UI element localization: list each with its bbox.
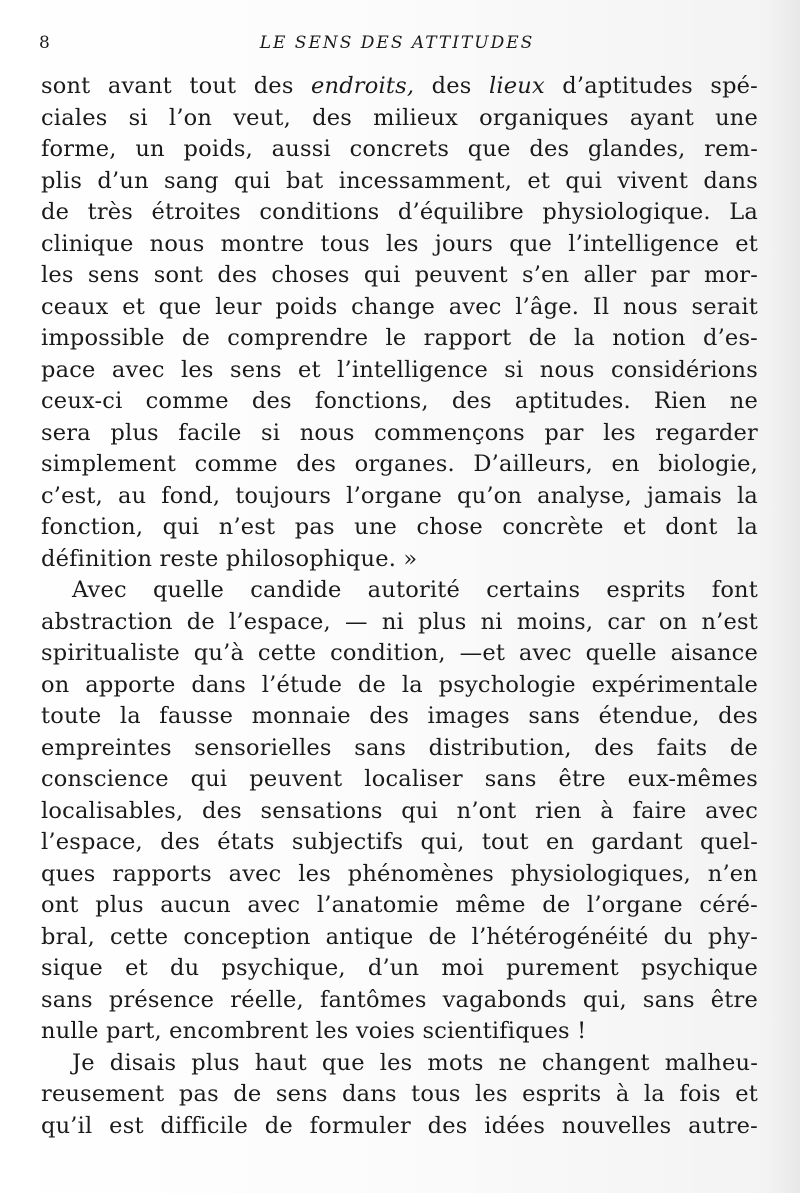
text-line: ceux-ci comme des fonctions, des aptitudes. Rien ne: [41, 388, 758, 414]
line-segment: sont avant tout des: [41, 73, 311, 99]
text-line: les sens sont des choses qui peuvent s’en aller par mor-: [41, 262, 758, 288]
text-line: ques rapports avec les phénomènes physiologiques, n’en: [41, 860, 758, 887]
line-segment: d’aptitudes spé-: [544, 73, 758, 99]
text-line: [41, 71, 758, 103]
text-line: abstraction de l’espace, — ni plus ni moins, car on n’est: [41, 608, 758, 635]
text-line: sera plus facile si nous commençons par les regarder: [41, 419, 758, 446]
text-line: fonction, qui n’est pas une chose concrète et dont la: [41, 514, 758, 540]
text-line: empreintes sensorielles sans distribution, des faits de: [41, 734, 758, 761]
text-line: reusement pas de sens dans tous les esprits à la fois et: [41, 1081, 758, 1107]
text-line: toute la fausse monnaie des images sans étendue, des: [41, 703, 758, 729]
text-line: localisables, des sensations qui n’ont rien à faire avec: [41, 797, 758, 824]
text-line: nulle part, encombrent les voies scientifiques !: [41, 1018, 587, 1044]
text-line: ont plus aucun avec l’anatomie même de l’organe céré-: [41, 892, 758, 918]
text-line: clinique nous montre tous les jours que l’intelligence et: [41, 230, 758, 257]
text-line: ciales si l’on veut, des milieux organiques ayant une: [41, 104, 758, 131]
text-line: l’espace, des états subjectifs qui, tout en gardant quel-: [41, 829, 758, 855]
text-line: plis d’un sang qui bat incessamment, et qui vivent dans: [41, 167, 758, 194]
page-number: 8: [39, 33, 50, 53]
text-line: sans présence réelle, fantômes vagabonds qui, sans être: [41, 986, 758, 1013]
text-line: bral, cette conception antique de l’hétérogénéité du phy-: [41, 923, 758, 950]
text-line: sique et du psychique, d’un moi purement psychique: [41, 955, 758, 981]
italic-word: lieux: [488, 73, 545, 99]
text-line: impossible de comprendre le rapport de la notion d’es-: [41, 325, 758, 351]
text-line: on apporte dans l’étude de la psychologie expérimentale: [41, 671, 758, 698]
text-line: Avec quelle candide autorité certains esprits font: [72, 577, 758, 603]
text-line: simplement comme des organes. D’ailleurs, en biologie,: [41, 451, 758, 477]
text-line: définition reste philosophique. »: [41, 545, 418, 572]
text-line: spiritualiste qu’à cette condition, —et avec quelle aisance: [41, 640, 758, 666]
text-line: qu’il est difficile de formuler des idées nouvelles autre-: [41, 1112, 758, 1139]
text-line: forme, un poids, aussi concrets que des glandes, rem-: [41, 136, 758, 162]
text-line: pace avec les sens et l’intelligence si nous considérions: [41, 356, 758, 383]
text-line: conscience qui peuvent localiser sans être eux-mêmes: [41, 766, 758, 792]
italic-word: endroits,: [311, 73, 415, 99]
text-line: c’est, au fond, toujours l’organe qu’on analyse, jamais la: [41, 482, 758, 509]
text-line: ceaux et que leur poids change avec l’âge. Il nous serait: [41, 293, 758, 320]
text-line: Je disais plus haut que les mots ne changent malheu-: [72, 1049, 758, 1076]
text-line: de très étroites conditions d’équilibre physiologique. La: [41, 199, 758, 225]
line-segment: des: [414, 73, 489, 99]
running-title: LE SENS DES ATTITUDES: [259, 33, 535, 53]
page-header: [36, 30, 758, 58]
body-text: [41, 71, 758, 1142]
